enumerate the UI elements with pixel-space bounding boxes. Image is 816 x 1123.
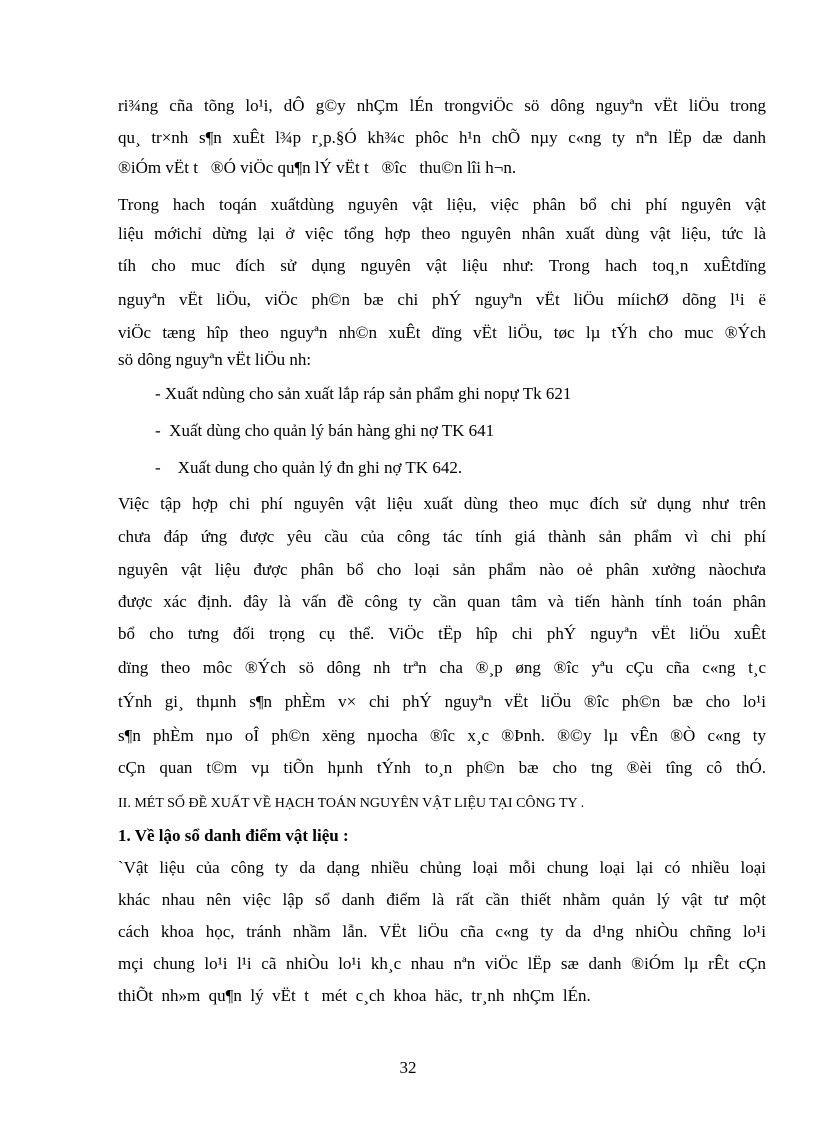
paragraph-2-line-1: Trong hach toqán xuấtdùng nguyên vật liệu, việc phân bổ chi phí nguyên vật [118,195,766,214]
paragraph-3-line-5: bổ cho tưng đối trọng cụ thể. ViÖc tËp hîp chi phÝ nguyªn vËt liÖu xuÊt [118,624,766,643]
subsection-heading-1: 1. Về lậo sổ danh điểm vật liệu : [118,826,349,845]
paragraph-2-line-3: tíh cho muc đích sử dụng nguyên vật liệu như: Trong hach toq¸n xuÊtdïng [118,256,766,275]
page-number: 32 [399,1058,417,1077]
paragraph-1-line-2: qu¸ tr×nh s¶n xuÊt l¾p r¸p.§Ó kh¾c phôc h¹n chÕ nµy c«ng ty nªn lËp dæ danh [118,128,766,147]
paragraph-3-line-6: dïng theo môc ®Ých sö dông nh trªn cha ®¸p øng ®îc yªu cÇu cña c«ng t¸c [118,658,766,677]
paragraph-4-line-1: `Vật liệu của công ty da dạng nhiều chủng loại mỗi chung loại lại có nhiều loại [118,858,766,877]
paragraph-3-line-2: chưa đáp ứng được yêu cầu của công tác tính giá thành sản phẩm vì chi phí [118,527,766,546]
paragraph-4-line-4: mçi chung lo¹i l¹i cã nhiÒu lo¹i kh¸c nhau nªn viÖc lËp sæ danh ®iÓm lµ rÊt cÇn [118,954,766,973]
paragraph-2-line-2: liệu mớichỉ dừng lại ở việc tổng hợp theo nguyên nhân xuất dùng vật liệu, tức là [118,224,766,243]
paragraph-3-line-7: tÝnh gi¸ thµnh s¶n phÈm v× chi phÝ nguyªn vËt liÖu ®îc ph©n bæ cho lo¹i [118,692,766,711]
paragraph-2-line-4: nguyªn vËt liÖu, viÖc ph©n bæ chi phÝ nguyªn vËt liÖu míichØ dõng l¹i ë [118,290,766,309]
paragraph-3-line-9: cÇn quan t©m vµ tiÕn hµnh tÝnh to¸n ph©n bæ cho tng ®èi tîng cô thÓ. [118,758,766,777]
paragraph-2-line-6: sö dông nguyªn vËt liÖu nh: [118,350,312,369]
paragraph-3-line-1: Việc tập hợp chi phí nguyên vật liệu xuất dùng theo mục đích sử dụng như trên [118,494,766,513]
paragraph-1-line-1: ri¾ng cña tõng lo¹i, dÔ g©y nhÇm lÉn trongviÖc sö dông nguyªn vËt liÖu trong [118,96,766,115]
list-item-2: - Xuất dùng cho quản lý bán hàng ghi nợ TK 641 [155,421,495,440]
section-heading-ii: II. MÉT SỐ ĐỀ XUẤT VỀ HẠCH TOÁN NGUYÊN VẬT LIỆU TẠI CÔNG TY . [118,796,585,811]
list-item-1: - Xuất ndùng cho sản xuất lắp ráp sản phẩm ghi nopự Tk 621 [155,384,572,403]
paragraph-2-line-5: viÖc tæng hîp theo nguyªn nh©n xuÊt dïng vËt liÖu, tøc lµ tÝh cho muc ®Ých [118,323,766,342]
list-item-3: - Xuất dung cho quản lý đn ghi nợ TK 642. [155,458,463,477]
paragraph-4-line-3: cách khoa học, tránh nhầm lẫn. VËt liÖu cña c«ng ty da d¹ng nhiÒu chñng lo¹i [118,922,766,941]
paragraph-4-line-2: khác nhau nên việc lập sổ danh điểm là rất cần thiết nhằm quản lý vật tư một [118,890,766,909]
paragraph-3-line-4: được xác định. đây là vấn đề công ty cần quan tâm và tiến hành tính toán phân [118,592,766,611]
paragraph-4-line-5: thiÕt nh»m qu¶n lý vËt t mét c¸ch khoa häc, tr¸nh nhÇm lÉn. [118,986,591,1005]
paragraph-3-line-3: nguyên vật liệu được phân bổ cho loại sản phẩm nào oẻ phân xưởng nàochưa [118,560,766,579]
paragraph-3-line-8: s¶n phÈm nµo oÎ ph©n xëng nµocha ®îc x¸c ®Þnh. ®©y lµ vÊn ®Ò c«ng ty [118,726,766,745]
paragraph-1-line-3: ®iÓm vËt t ®Ó viÖc qu¶n lÝ vËt t ®îc thu©n lîi h¬n. [118,158,517,177]
